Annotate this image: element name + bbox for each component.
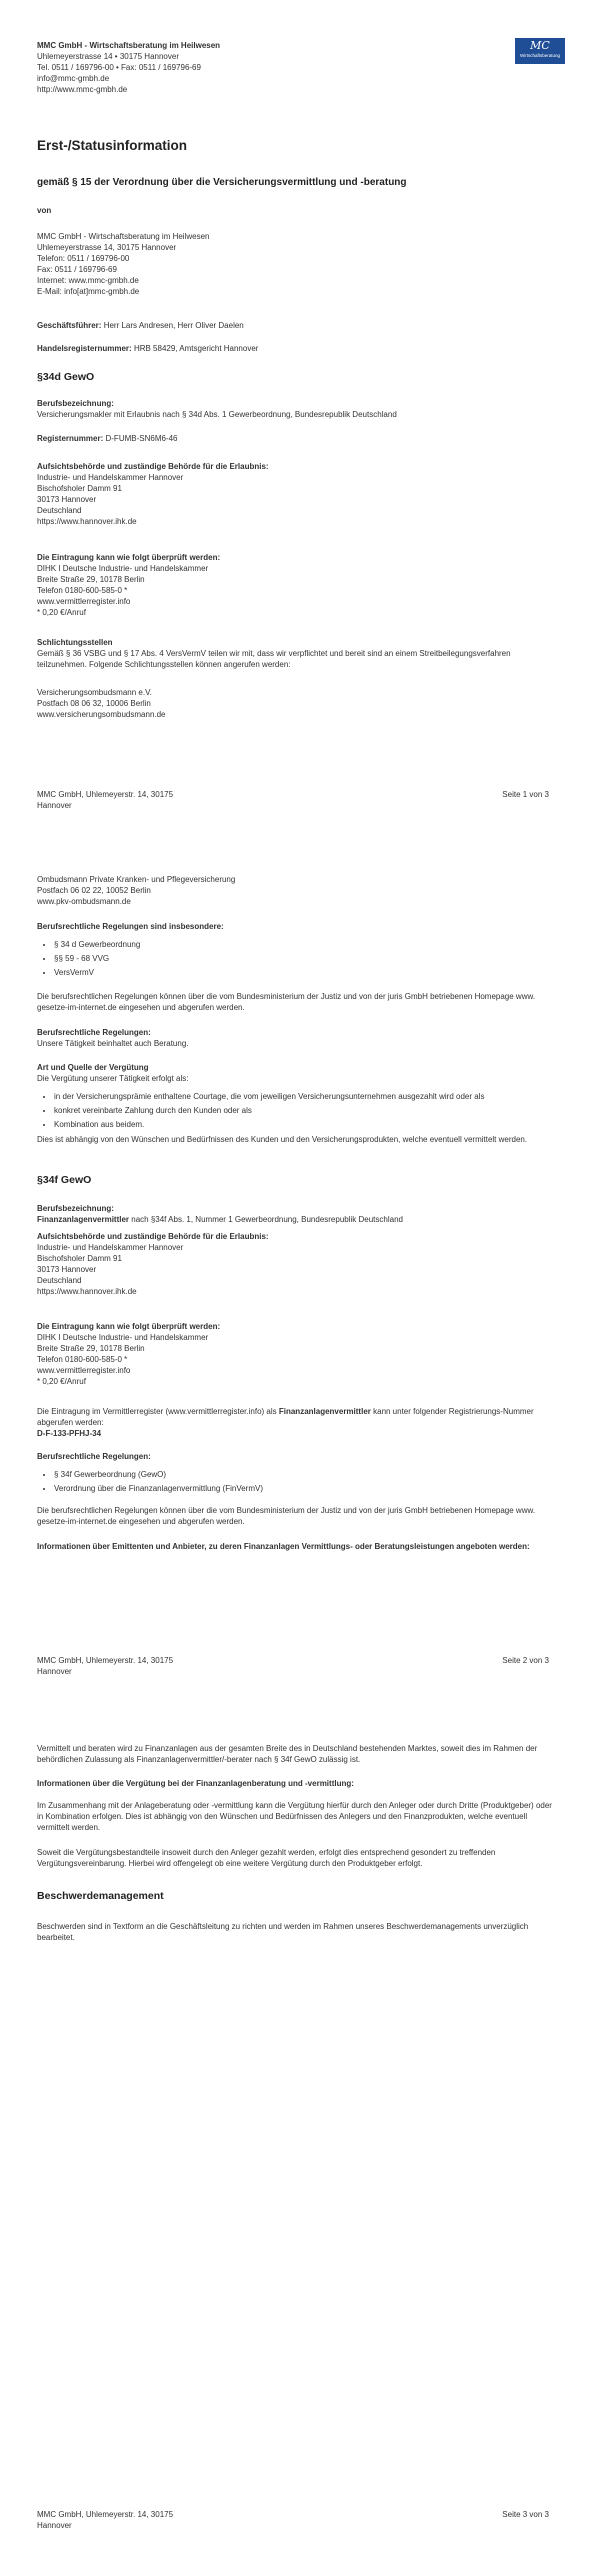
job-title-block [37,398,397,420]
regulations-34f-block [37,1451,263,1497]
company-title: MMC GmbH - Wirtschaftsberatung im Heilwesen [37,41,221,50]
berufsbez-label: Berufsbezeichnung: [37,399,114,408]
aufsicht-line: 30173 Hannover [37,1265,97,1274]
ombudsmann-line[interactable]: www.versicherungsombudsmann.de [37,710,166,719]
page-footer [37,789,549,811]
register-text-strong: Finanzanlagenvermittler [278,1407,371,1416]
footer-address: MMC GmbH, Uhlemeyerstr. 14, 30175 [37,2510,174,2519]
aufsicht-line: Deutschland [37,506,82,515]
aufsicht-line[interactable]: https://www.hannover.ihk.de [37,517,137,526]
regnr-label: Registernummer: [37,434,104,443]
arbitration-block [37,637,557,670]
pkv-line[interactable]: www.pkv-ombudsmann.de [37,897,131,906]
footer-city: Hannover [37,1667,72,1676]
verguetung-note: Dies ist abhängig von den Wünschen und Bedürfnissen des Kunden und den Versicherungsprodukten, welche eventuell vermittelt werden. [37,1135,528,1144]
aufsicht-line[interactable]: https://www.hannover.ihk.de [37,1287,137,1296]
eintrag-line: Telefon 0180-600-585-0 * [37,1355,128,1364]
gf-value: Herr Lars Andresen, Herr Oliver Daelen [103,321,244,330]
list-item: • in der Versicherungsprämie enthaltene Courtage, die vom jeweiligen Versicherungsunternehmen ausgezahlt wird oder als [54,1091,557,1102]
verguetung-intro: Die Vergütung unserer Tätigkeit erfolgt als: [37,1074,189,1083]
footer-city: Hannover [37,2521,72,2530]
aufsicht-line: Deutschland [37,1276,82,1285]
section-34f-heading: §34f GewO [37,1174,92,1186]
list-item: • § 34f Gewerbeordnung (GewO) [54,1469,263,1480]
aufsicht-label: Aufsichtsbehörde und zuständige Behörde für die Erlaubnis: [37,1232,269,1241]
eintrag-line: Telefon 0180-600-585-0 * [37,586,128,595]
regulations-34f-list [37,1469,263,1494]
pkv-line: Ombudsmann Private Kranken- und Pflegeversicherung [37,875,236,884]
von-line[interactable]: E-Mail: info[at]mmc-gmbh.de [37,287,140,296]
von-line: Telefon: 0511 / 169796-00 [37,254,130,263]
letterhead [37,40,220,95]
ombudsmann-line: Versicherungsombudsmann e.V. [37,688,152,697]
berufsbez-value: Versicherungsmakler mit Erlaubnis nach § 34d Abs. 1 Gewerbeordnung, Bundesrepublik Deutschland [37,410,397,419]
regnr-value: D-FUMB-SN6M6-46 [105,434,178,443]
ombudsman-block [37,687,166,720]
eintrag-line: * 0,20 €/Anruf [37,1377,86,1386]
eintrag-label: Die Eintragung kann wie folgt überprüft werden: [37,1322,221,1331]
eintrag-line[interactable]: www.vermittlerregister.info [37,1366,131,1375]
berufsbez-rest: nach §34f Abs. 1, Nummer 1 Gewerbeordnung, Bundesrepublik Deutschland [129,1215,403,1224]
logo-caption: Wirtschaftsberatung [519,53,561,58]
register-number [37,433,178,444]
page-number: Seite 2 von 3 [502,1656,549,1665]
berufsrecht-value: Unsere Tätigkeit beinhaltet auch Beratung. [37,1039,189,1048]
aufsicht-label: Aufsichtsbehörde und zuständige Behörde für die Erlaubnis: [37,462,269,471]
company-phone-fax: Tel. 0511 / 169796-00 • Fax: 0511 / 169796-69 [37,63,201,72]
berufsrecht-label: Berufsrechtliche Regelungen: [37,1028,151,1037]
fee-info-label: Informationen über die Vergütung bei der Finanzanlagenberatung und -vermittlung: [37,1779,354,1788]
hr-value: HRB 58429, Amtsgericht Hannover [133,344,259,353]
hr-label: Handelsregisternummer: [37,344,132,353]
eintrag-line: DIHK I Deutsche Industrie- und Handelskammer [37,1333,209,1342]
fee-agreement-text: Soweit die Vergütungsbestandteile insoweit durch den Anleger gezahlt werden, erfolgt dies entsprechend gesondert zu treffenden Vergütungsvereinbarung. Hierbei wird offengelegt ob eine weitere Vergütung durch den Produktgeber erfolgt. [37,1848,496,1868]
eintrag-label: Die Eintragung kann wie folgt überprüft werden: [37,553,221,562]
regelungen2-label: Berufsrechtliche Regelungen: [37,1452,151,1461]
page-footer [37,2509,549,2531]
fee-info-text: Im Zusammenhang mit der Anlageberatung oder -vermittlung kann die Vergütung hierfür durch den Anleger oder durch Dritte (Produktgeber) oder in Kombination erfolgen. Dies ist abhängig von den Wünschen und Bedürfnissen des Anlegers und den Finanzprodukten, welche eventuell vermittelt werden. [37,1801,552,1832]
von-line[interactable]: Internet: www.mmc-gmbh.de [37,276,139,285]
company-address: Uhlemeyerstrasse 14 • 30175 Hannover [37,52,179,61]
page-number: Seite 1 von 3 [502,790,549,799]
list-item: • Kombination aus beidem. [54,1119,557,1130]
von-line: MMC GmbH - Wirtschaftsberatung im Heilwesen [37,232,210,241]
page-title: Erst-/Statusinformation [37,138,188,153]
page-footer [37,1655,549,1677]
company-logo [515,38,565,64]
remuneration-list [37,1091,557,1130]
list-item: • § 34 d Gewerbeordnung [54,939,224,950]
aufsicht-line: Industrie- und Handelskammer Hannover [37,473,184,482]
von-line: Uhlemeyerstrasse 14, 30175 Hannover [37,243,177,252]
company-email[interactable]: info@mmc-gmbh.de [37,74,110,83]
footer-city: Hannover [37,801,72,810]
schlichtung-label: Schlichtungsstellen [37,638,113,647]
eintrag-line: Breite Straße 29, 10178 Berlin [37,1344,145,1353]
issuers-label: Informationen über Emittenten und Anbieter, zu deren Finanzanlagen Vermittlungs- oder Beratungsleistungen angeboten werden: [37,1542,530,1551]
trade-register [37,343,258,354]
schlichtung-text: Gemäß § 36 VSBG und § 17 Abs. 4 VersVermV teilen wir mit, dass wir verpflichtet und bereit sind an einem Streitbeilegungsverfahren teilzunehmen. Folgende Schlichtungsstellen können angerufen werden: [37,649,511,669]
von-line: Fax: 0511 / 169796-69 [37,265,117,274]
gf-label: Geschäftsführer: [37,321,102,330]
aufsicht-line: Bischofsholer Damm 91 [37,1254,122,1263]
pkv-ombudsman-block [37,874,235,907]
remuneration-block [37,1062,557,1145]
supervisory-authority [37,461,269,527]
aufsicht-line: 30173 Hannover [37,495,97,504]
register-number-34f: D-F-133-PFHJ-34 [37,1429,102,1438]
registration-check-34f [37,1321,220,1387]
pkv-line: Postfach 06 02 22, 10052 Berlin [37,886,151,895]
von-label: von [37,206,52,215]
register-text-b: kann unter folgender Registrierungs-Nummer abgerufen werden: [37,1407,534,1427]
job-title-34f [37,1203,403,1225]
regulations-block [37,921,224,981]
eintrag-line: Breite Straße 29, 10178 Berlin [37,575,145,584]
registration-check [37,552,220,618]
section-34d-heading: §34d GewO [37,371,95,383]
regelungen-label: Berufsrechtliche Regelungen sind insbesondere: [37,922,224,931]
aufsicht-line: Bischofsholer Damm 91 [37,484,122,493]
complaints-text: Beschwerden sind in Textform an die Geschäftsleitung zu richten und werden im Rahmen unseres Beschwerdemanagements unverzüglich bearbeitet. [37,1922,529,1942]
list-item: • VersVermV [54,967,224,978]
list-item: • Verordnung über die Finanzanlagenvermittlung (FinVermV) [54,1483,263,1494]
footer-address: MMC GmbH, Uhlemeyerstr. 14, 30175 [37,1656,174,1665]
aufsicht-line: Industrie- und Handelskammer Hannover [37,1243,184,1252]
managing-directors [37,320,244,331]
eintrag-line: DIHK I Deutsche Industrie- und Handelskammer [37,564,209,573]
logo-mark: MC [530,39,550,52]
page-subtitle: gemäß § 15 der Verordnung über die Versicherungsvermittlung und -beratung [37,177,407,188]
register-entry-text [37,1406,557,1439]
page-number: Seite 3 von 3 [502,2510,549,2519]
regulations-text: Die berufsrechtlichen Regelungen können über die vom Bundesministerium der Justiz und von der juris GmbH betriebenen Homepage www. gesetze-im-internet.de eingesehen und abgerufen werden. [37,992,536,1012]
sender-block [37,205,209,297]
eintrag-line[interactable]: www.vermittlerregister.info [37,597,131,606]
list-item: • konkret vereinbarte Zahlung durch den Kunden oder als [54,1105,557,1116]
regulations-list [37,939,224,978]
company-website[interactable]: http://www.mmc-gmbh.de [37,85,128,94]
market-scope-text: Vermittelt und beraten wird zu Finanzanlagen aus der gesamten Breite des in Deutschland bestehenden Marktes, soweit dies im Rahmen der behördlichen Zulassung als Finanzanlagenvermittler/-berater nach § 34f GewO zulässig ist. [37,1744,538,1764]
professional-rules [37,1027,189,1049]
berufsbez-label: Berufsbezeichnung: [37,1204,114,1213]
regulations-34f-text: Die berufsrechtlichen Regelungen können über die vom Bundesministerium der Justiz und von der juris GmbH betriebenen Homepage www. gesetze-im-internet.de eingesehen und abgerufen werden. [37,1506,536,1526]
supervisory-authority-34f [37,1231,269,1297]
berufsbez-strong: Finanzanlagenvermittler [37,1215,130,1224]
footer-address: MMC GmbH, Uhlemeyerstr. 14, 30175 [37,790,174,799]
complaints-heading: Beschwerdemanagement [37,1890,164,1902]
ombudsmann-line: Postfach 08 06 32, 10006 Berlin [37,699,151,708]
list-item: • §§ 59 - 68 VVG [54,953,224,964]
register-text-a: Die Eintragung im Vermittlerregister (www.vermittlerregister.info) als [37,1407,279,1416]
verguetung-label: Art und Quelle der Vergütung [37,1063,149,1072]
eintrag-line: * 0,20 €/Anruf [37,608,86,617]
